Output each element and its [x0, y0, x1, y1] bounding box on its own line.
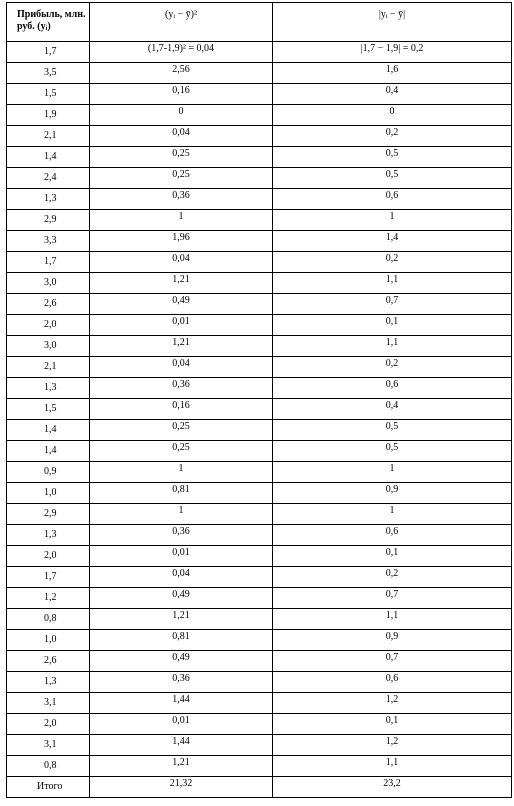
cell-profit: 1,4 [7, 441, 90, 462]
table-row [7, 672, 512, 693]
cell-absolute-deviation: 0,9 [273, 483, 512, 504]
cell-absolute-deviation: 0 [273, 105, 512, 126]
table-row [7, 147, 512, 168]
cell-absolute-deviation: |1,7 − 1,9| = 0,2 [273, 42, 512, 63]
cell-absolute-deviation: 0,7 [273, 651, 512, 672]
table-row [7, 504, 512, 525]
total-squared-deviation: 21,32 [90, 777, 273, 798]
cell-profit: 2,0 [7, 714, 90, 735]
cell-profit: 1,5 [7, 399, 90, 420]
table-row [7, 63, 512, 84]
cell-absolute-deviation: 0,2 [273, 126, 512, 147]
cell-profit: 3,1 [7, 693, 90, 714]
cell-profit: 2,9 [7, 504, 90, 525]
table-row [7, 651, 512, 672]
cell-profit: 1,9 [7, 105, 90, 126]
cell-absolute-deviation: 0,2 [273, 567, 512, 588]
table-row [7, 483, 512, 504]
cell-squared-deviation: 1,21 [90, 336, 273, 357]
cell-squared-deviation: 0,36 [90, 672, 273, 693]
cell-squared-deviation: 1,21 [90, 273, 273, 294]
cell-squared-deviation: 0,36 [90, 378, 273, 399]
table-row [7, 315, 512, 336]
cell-squared-deviation: 1 [90, 462, 273, 483]
table-row [7, 588, 512, 609]
cell-absolute-deviation: 1 [273, 462, 512, 483]
cell-squared-deviation: 0,16 [90, 399, 273, 420]
cell-squared-deviation: 0,36 [90, 189, 273, 210]
cell-absolute-deviation: 0,1 [273, 546, 512, 567]
table-row [7, 84, 512, 105]
cell-absolute-deviation: 1,1 [273, 609, 512, 630]
cell-profit: 3,0 [7, 273, 90, 294]
cell-squared-deviation: 1,44 [90, 735, 273, 756]
cell-profit: 1,2 [7, 588, 90, 609]
table-row [7, 420, 512, 441]
table-row [7, 252, 512, 273]
cell-profit: 3,1 [7, 735, 90, 756]
cell-squared-deviation: 0,04 [90, 252, 273, 273]
cell-squared-deviation: 1 [90, 504, 273, 525]
table-row [7, 210, 512, 231]
cell-squared-deviation: 0,01 [90, 315, 273, 336]
cell-absolute-deviation: 1,2 [273, 693, 512, 714]
cell-absolute-deviation: 1,1 [273, 336, 512, 357]
cell-absolute-deviation: 0,5 [273, 147, 512, 168]
cell-absolute-deviation: 0,4 [273, 399, 512, 420]
cell-absolute-deviation: 0,4 [273, 84, 512, 105]
cell-absolute-deviation: 1,4 [273, 231, 512, 252]
header-absolute-deviation: |yᵢ − ȳ| [273, 3, 512, 42]
table-row [7, 546, 512, 567]
cell-profit: 3,0 [7, 336, 90, 357]
cell-profit: 1,7 [7, 252, 90, 273]
cell-profit: 0,9 [7, 462, 90, 483]
header-squared-deviation: (yᵢ − ȳ)² [90, 3, 273, 42]
table-row [7, 231, 512, 252]
table-row [7, 714, 512, 735]
cell-absolute-deviation: 0,2 [273, 252, 512, 273]
cell-absolute-deviation: 0,6 [273, 189, 512, 210]
table-row [7, 525, 512, 546]
table-row [7, 609, 512, 630]
cell-profit: 1,3 [7, 672, 90, 693]
table-body [7, 42, 512, 798]
cell-squared-deviation: 0,25 [90, 420, 273, 441]
cell-absolute-deviation: 1 [273, 504, 512, 525]
cell-squared-deviation: 2,56 [90, 63, 273, 84]
table-row [7, 105, 512, 126]
cell-profit: 0,8 [7, 756, 90, 777]
cell-absolute-deviation: 0,6 [273, 672, 512, 693]
table-row [7, 168, 512, 189]
cell-squared-deviation: 0,36 [90, 525, 273, 546]
cell-absolute-deviation: 0,9 [273, 630, 512, 651]
cell-profit: 2,0 [7, 315, 90, 336]
cell-absolute-deviation: 0,5 [273, 168, 512, 189]
table-row [7, 273, 512, 294]
cell-profit: 1,4 [7, 147, 90, 168]
document [6, 2, 511, 798]
table-header-row [7, 3, 512, 42]
cell-squared-deviation: 0,04 [90, 357, 273, 378]
cell-profit: 1,5 [7, 84, 90, 105]
table-row [7, 441, 512, 462]
table-row [7, 357, 512, 378]
cell-absolute-deviation: 1,1 [273, 756, 512, 777]
cell-profit: 3,5 [7, 63, 90, 84]
cell-squared-deviation: 1 [90, 210, 273, 231]
cell-absolute-deviation: 0,2 [273, 357, 512, 378]
table-row [7, 756, 512, 777]
cell-profit: 2,9 [7, 210, 90, 231]
cell-absolute-deviation: 0,6 [273, 525, 512, 546]
cell-absolute-deviation: 1,1 [273, 273, 512, 294]
cell-squared-deviation: 1,21 [90, 609, 273, 630]
table-row [7, 630, 512, 651]
table-row [7, 462, 512, 483]
cell-profit: 1,3 [7, 525, 90, 546]
table-row [7, 693, 512, 714]
cell-profit: 1,3 [7, 189, 90, 210]
cell-squared-deviation: 0,49 [90, 588, 273, 609]
cell-profit: 1,0 [7, 483, 90, 504]
cell-squared-deviation: 1,21 [90, 756, 273, 777]
table-row [7, 189, 512, 210]
table-row [7, 42, 512, 63]
cell-squared-deviation: 1,96 [90, 231, 273, 252]
cell-profit: 1,4 [7, 420, 90, 441]
table-row [7, 126, 512, 147]
cell-squared-deviation: 0,81 [90, 483, 273, 504]
table-row [7, 378, 512, 399]
cell-absolute-deviation: 0,5 [273, 420, 512, 441]
total-absolute-deviation: 23,2 [273, 777, 512, 798]
cell-squared-deviation: 0,81 [90, 630, 273, 651]
cell-profit: 2,6 [7, 651, 90, 672]
cell-absolute-deviation: 0,7 [273, 294, 512, 315]
header-profit: Прибыль, млн. руб. (yᵢ) [7, 3, 90, 42]
cell-profit: 2,4 [7, 168, 90, 189]
cell-absolute-deviation: 1 [273, 210, 512, 231]
cell-profit: 2,1 [7, 126, 90, 147]
cell-absolute-deviation: 0,6 [273, 378, 512, 399]
cell-absolute-deviation: 0,1 [273, 315, 512, 336]
cell-absolute-deviation: 0,1 [273, 714, 512, 735]
cell-squared-deviation: 0,25 [90, 147, 273, 168]
cell-profit: 2,6 [7, 294, 90, 315]
cell-absolute-deviation: 0,5 [273, 441, 512, 462]
table-row [7, 567, 512, 588]
cell-squared-deviation: 0,25 [90, 168, 273, 189]
cell-squared-deviation: 0 [90, 105, 273, 126]
cell-profit: 1,7 [7, 567, 90, 588]
cell-absolute-deviation: 1,2 [273, 735, 512, 756]
cell-profit: 3,3 [7, 231, 90, 252]
cell-absolute-deviation: 1,6 [273, 63, 512, 84]
cell-squared-deviation: 1,44 [90, 693, 273, 714]
cell-squared-deviation: (1,7-1,9)² = 0,04 [90, 42, 273, 63]
cell-squared-deviation: 0,49 [90, 651, 273, 672]
cell-profit: 1,3 [7, 378, 90, 399]
table-row [7, 399, 512, 420]
table-row [7, 336, 512, 357]
total-label: Итого [7, 777, 90, 798]
table-row [7, 735, 512, 756]
cell-squared-deviation: 0,16 [90, 84, 273, 105]
cell-profit: 1,0 [7, 630, 90, 651]
table-row [7, 294, 512, 315]
cell-profit: 2,1 [7, 357, 90, 378]
cell-squared-deviation: 0,49 [90, 294, 273, 315]
cell-squared-deviation: 0,01 [90, 714, 273, 735]
cell-absolute-deviation: 0,7 [273, 588, 512, 609]
cell-squared-deviation: 0,04 [90, 126, 273, 147]
cell-squared-deviation: 0,04 [90, 567, 273, 588]
deviation-table [6, 2, 512, 798]
total-row [7, 777, 512, 798]
cell-profit: 2,0 [7, 546, 90, 567]
cell-squared-deviation: 0,25 [90, 441, 273, 462]
cell-squared-deviation: 0,01 [90, 546, 273, 567]
cell-profit: 1,7 [7, 42, 90, 63]
cell-profit: 0,8 [7, 609, 90, 630]
